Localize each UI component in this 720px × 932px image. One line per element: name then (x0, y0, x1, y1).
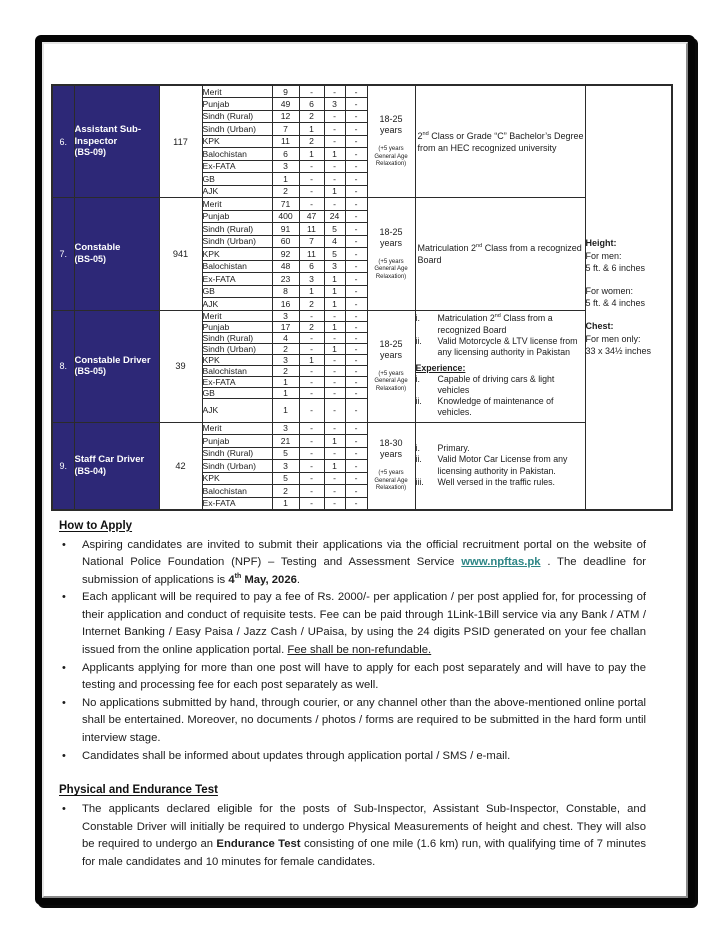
quota-value-cell: 1 (299, 354, 324, 365)
height-men-value: 5 ft. & 6 inches (585, 262, 646, 273)
quota-value-cell: 7 (299, 235, 324, 248)
qualification-item: ii. Valid Motor Car License from any licensing authority in Pakistan. (415, 454, 568, 476)
quota-region-cell: KPK (202, 354, 272, 365)
quota-value-cell: - (345, 447, 367, 460)
quota-value-cell: 6 (272, 148, 299, 161)
bullet-item (59, 589, 646, 659)
quota-region-cell: Merit (202, 85, 272, 98)
bullet-text: No applications submitted by hand, through courier, or any channel other than the above-mentioned online portal shall be entertained. Moreover, no documents / photos / forms are required to be submitted in the hard form until interview stage. (82, 696, 646, 745)
quota-value-cell: - (345, 223, 367, 236)
qualification-cell (415, 310, 585, 422)
quota-region-cell: Balochistan (202, 148, 272, 161)
bullet-item (59, 537, 646, 590)
quota-value-cell: 1 (324, 148, 345, 161)
bullet-text: Applicants applying for more than one post will have to apply for each post separately and will have to pay the testing and processing fee for each post separately as well. (82, 661, 646, 692)
quota-value-cell: - (324, 422, 345, 435)
quota-value-cell: - (324, 398, 345, 422)
how-to-apply-list (59, 537, 646, 766)
quota-value-cell: 4 (272, 332, 299, 343)
quota-value-cell: - (299, 332, 324, 343)
serial-number-cell: 9. (52, 422, 74, 510)
quota-value-cell: - (299, 198, 324, 211)
quota-value-cell: 2 (299, 321, 324, 332)
npftas-link[interactable]: www.npftas.pk (461, 556, 541, 569)
post-name-cell (74, 310, 159, 422)
quota-region-cell: Punjab (202, 210, 272, 223)
quota-region-cell: GB (202, 387, 272, 398)
bullet-item (59, 660, 646, 695)
qualification-text: Matriculation 2nd Class from a recognized Board (417, 242, 582, 265)
quota-value-cell: - (345, 485, 367, 498)
quota-value-cell: - (345, 497, 367, 510)
quota-value-cell: - (345, 343, 367, 354)
bullet-text: Candidates shall be informed about updates through application portal / SMS / e-mail. (82, 749, 511, 762)
post-name-cell (74, 422, 159, 510)
age-limit-cell (367, 198, 415, 311)
quota-value-cell: 23 (272, 273, 299, 286)
quota-value-cell: - (324, 387, 345, 398)
quota-value-cell: - (299, 435, 324, 448)
recruitment-table (51, 84, 673, 511)
quota-value-cell: 3 (272, 460, 299, 473)
qualification-cell (415, 422, 585, 510)
quota-value-cell: - (345, 422, 367, 435)
quota-value-cell: - (299, 460, 324, 473)
quota-value-cell: - (324, 310, 345, 321)
experience-label: Experience: (415, 362, 466, 373)
quota-region-cell: Punjab (202, 321, 272, 332)
quota-value-cell: 1 (324, 435, 345, 448)
quota-value-cell: 2 (272, 343, 299, 354)
post-name: Constable (74, 242, 121, 254)
total-posts-cell: 941 (159, 198, 202, 311)
quota-value-cell: 3 (272, 160, 299, 173)
quota-value-cell: - (345, 298, 367, 311)
quota-value-cell: 2 (272, 485, 299, 498)
quota-value-cell: 48 (272, 260, 299, 273)
quota-region-cell: Ex-FATA (202, 273, 272, 286)
quota-value-cell: - (345, 435, 367, 448)
quota-value-cell: 1 (272, 398, 299, 422)
qualification-item: i. Primary. (415, 442, 470, 453)
quota-region-cell: Balochistan (202, 260, 272, 273)
chest-label: Chest: (585, 321, 614, 332)
quota-value-cell: 2 (272, 365, 299, 376)
quota-value-cell: - (299, 85, 324, 98)
quota-row (52, 422, 672, 435)
quota-value-cell: - (324, 354, 345, 365)
quota-value-cell: - (345, 310, 367, 321)
quota-value-cell: - (345, 248, 367, 261)
qualification-item: ii. Valid Motorcycle & LTV license from any licensing authority in Pakistan (415, 335, 578, 358)
quota-value-cell: - (345, 235, 367, 248)
quota-value-cell: - (324, 110, 345, 123)
quota-value-cell: 1 (324, 460, 345, 473)
quota-region-cell: KPK (202, 248, 272, 261)
quota-region-cell: Merit (202, 198, 272, 211)
quota-value-cell: 12 (272, 110, 299, 123)
quota-value-cell: 1 (324, 298, 345, 311)
height-women-value: 5 ft. & 4 inches (585, 298, 646, 309)
quota-value-cell: - (324, 376, 345, 387)
quota-value-cell: 6 (299, 98, 324, 111)
quota-value-cell: 3 (272, 422, 299, 435)
quota-value-cell: - (345, 160, 367, 173)
quota-value-cell: 5 (272, 472, 299, 485)
bullet-dot: • (62, 803, 66, 816)
qualification-cell (415, 198, 585, 311)
quota-region-cell: Sindh (Urban) (202, 123, 272, 136)
quota-region-cell: Punjab (202, 435, 272, 448)
quota-value-cell: - (345, 110, 367, 123)
age-range: 18-30 years (379, 438, 403, 460)
quota-value-cell: - (324, 365, 345, 376)
quota-value-cell: 3 (272, 354, 299, 365)
age-relaxation-note: (+5 years General Age Relaxation) (374, 470, 408, 492)
quota-value-cell: 9 (272, 85, 299, 98)
height-women-label: For women: (585, 286, 634, 297)
quota-value-cell: 1 (324, 285, 345, 298)
quota-value-cell: - (345, 98, 367, 111)
quota-value-cell: - (299, 398, 324, 422)
quota-value-cell: 11 (299, 223, 324, 236)
quota-value-cell: - (299, 485, 324, 498)
bullet-text: Aspiring candidates are invited to submit their applications via the official recruitment portal on the website of National Police Foundation (NPF) – Testing and Assessment Service www.npftas.pk . The deadline for submission of applications is 4th May, 2026. (82, 538, 646, 586)
quota-region-cell: Sindh (Urban) (202, 235, 272, 248)
bullet-text: The applicants declared eligible for the posts of Sub-Inspector, Assistant Sub-Inspector, Constable, and Constable Driver will initially be required to undergo Physical Measurements of height and chest. They will also be required to undergo an Endurance Test consisting of one mile (1.6 km) run, with qualifying time of 7 minutes for male candidates and 10 minutes for female candidates. (82, 803, 647, 868)
experience-item: i. Capable of driving cars & light vehicles (415, 373, 555, 395)
quota-value-cell: - (299, 173, 324, 186)
bullet-dot: • (62, 591, 66, 604)
age-range: 18-25 years (379, 338, 403, 360)
bullet-dot: • (62, 661, 66, 674)
quota-value-cell: - (324, 123, 345, 136)
post-scale: (BS-04) (74, 465, 107, 476)
quota-region-cell: Ex-FATA (202, 376, 272, 387)
quota-value-cell: - (345, 198, 367, 211)
quota-value-cell: 1 (272, 173, 299, 186)
age-relaxation-note: (+5 years General Age Relaxation) (374, 258, 408, 280)
quota-value-cell: - (324, 198, 345, 211)
quota-value-cell: 5 (324, 223, 345, 236)
experience-item: ii. Knowledge of maintenance of vehicles. (415, 396, 554, 418)
quota-region-cell: Merit (202, 422, 272, 435)
quota-value-cell: - (345, 123, 367, 136)
quota-region-cell: Sindh (Rural) (202, 110, 272, 123)
quota-value-cell: 1 (299, 285, 324, 298)
bullet-item (59, 748, 646, 766)
quota-row (52, 310, 672, 321)
quota-region-cell: Sindh (Rural) (202, 447, 272, 460)
bullet-dot: • (62, 538, 66, 551)
document-body (44, 511, 686, 872)
post-scale: (BS-09) (74, 147, 107, 158)
quota-value-cell: - (324, 497, 345, 510)
post-scale: (BS-05) (74, 366, 107, 376)
quota-value-cell: - (299, 447, 324, 460)
quota-value-cell: 1 (272, 376, 299, 387)
post-scale: (BS-05) (74, 253, 107, 264)
quota-value-cell: - (345, 387, 367, 398)
quota-value-cell: - (345, 148, 367, 161)
age-range: 18-25 years (379, 114, 403, 136)
quota-value-cell: - (299, 160, 324, 173)
quota-value-cell: - (324, 472, 345, 485)
quota-region-cell: GB (202, 173, 272, 186)
quota-value-cell: 2 (272, 185, 299, 198)
total-posts-cell: 39 (159, 310, 202, 422)
quota-value-cell: - (345, 332, 367, 343)
height-label: Height: (585, 238, 617, 249)
age-range: 18-25 years (379, 226, 403, 248)
post-name: Constable Driver (74, 354, 151, 366)
quota-value-cell: 11 (272, 135, 299, 148)
chest-men-label: For men only: (585, 333, 641, 344)
bullet-item (59, 695, 646, 748)
physical-test-heading: Physical and Endurance Test (59, 784, 218, 797)
bullet-text: Each applicant will be required to pay a fee of Rs. 2000/- per application / per post applied for, for processing of their application and conduct of requisite tests. Fee can be paid through 1Link-1Bill service via any Bank / ATM / Internet Banking / Easy Paisa / Jazz Cash / UPaisa, by using the 24 digits PSID generated on your fee challan issued from the online application portal. Fee shall be non-refundable. (82, 591, 646, 657)
quota-value-cell: - (345, 210, 367, 223)
document-page (42, 42, 688, 898)
quota-value-cell: - (345, 185, 367, 198)
quota-value-cell: 1 (272, 387, 299, 398)
quota-value-cell: - (324, 332, 345, 343)
quota-region-cell: Sindh (Rural) (202, 223, 272, 236)
qualification-item: iii. Well versed in the traffic rules. (415, 476, 556, 487)
quota-value-cell: 49 (272, 98, 299, 111)
physical-standards-cell (585, 85, 672, 510)
quota-value-cell: - (345, 285, 367, 298)
quota-value-cell: 1 (299, 148, 324, 161)
qualification-cell (415, 85, 585, 198)
quota-value-cell: - (345, 472, 367, 485)
serial-number-cell: 6. (52, 85, 74, 198)
quota-value-cell: 7 (272, 123, 299, 136)
quota-value-cell: 24 (324, 210, 345, 223)
quota-value-cell: 1 (299, 123, 324, 136)
quota-region-cell: Balochistan (202, 365, 272, 376)
quota-value-cell: 2 (299, 110, 324, 123)
quota-value-cell: 21 (272, 435, 299, 448)
qualification-item: i. Matriculation 2nd Class from a recognized Board (415, 313, 553, 335)
qualification-text: 2nd Class or Grade “C” Bachelor’s Degree from an HEC recognized university (417, 130, 584, 153)
quota-value-cell: - (345, 460, 367, 473)
post-name: Assistant Sub-Inspector (74, 124, 142, 147)
post-name-cell (74, 198, 159, 311)
quota-value-cell: 1 (324, 273, 345, 286)
physical-standards (586, 237, 672, 357)
quota-value-cell: - (299, 365, 324, 376)
quota-region-cell: AJK (202, 185, 272, 198)
quota-region-cell: Sindh (Urban) (202, 460, 272, 473)
age-relaxation-note: (+5 years General Age Relaxation) (374, 146, 408, 168)
quota-region-cell: GB (202, 285, 272, 298)
quota-value-cell: 71 (272, 198, 299, 211)
serial-number-cell: 7. (52, 198, 74, 311)
quota-value-cell: 60 (272, 235, 299, 248)
quota-region-cell: KPK (202, 135, 272, 148)
quota-region-cell: Sindh (Urban) (202, 343, 272, 354)
quota-value-cell: 1 (324, 321, 345, 332)
quota-value-cell: - (345, 85, 367, 98)
quota-value-cell: 5 (324, 248, 345, 261)
quota-value-cell: - (299, 343, 324, 354)
quota-region-cell: AJK (202, 298, 272, 311)
quota-value-cell: - (345, 376, 367, 387)
post-name-cell (74, 85, 159, 198)
quota-value-cell: - (324, 135, 345, 148)
height-men-label: For men: (585, 250, 622, 261)
chest-men-value: 33 x 34½ inches (585, 345, 652, 356)
quota-value-cell: 91 (272, 223, 299, 236)
total-posts-cell: 117 (159, 85, 202, 198)
age-limit-cell (367, 422, 415, 510)
quota-region-cell: KPK (202, 472, 272, 485)
quota-value-cell: 3 (324, 98, 345, 111)
post-name: Staff Car Driver (74, 454, 145, 465)
quota-value-cell: 16 (272, 298, 299, 311)
age-limit-cell (367, 85, 415, 198)
quota-value-cell: - (345, 273, 367, 286)
quota-value-cell: - (345, 398, 367, 422)
quota-value-cell: 5 (272, 447, 299, 460)
quota-value-cell: - (324, 447, 345, 460)
quota-value-cell: 11 (299, 248, 324, 261)
quota-value-cell: 4 (324, 235, 345, 248)
quota-region-cell: AJK (202, 398, 272, 422)
quota-region-cell: Balochistan (202, 485, 272, 498)
quota-value-cell: 1 (324, 185, 345, 198)
quota-row (52, 85, 672, 98)
quota-value-cell: 2 (299, 298, 324, 311)
quota-value-cell: - (345, 260, 367, 273)
quota-value-cell: - (345, 354, 367, 365)
how-to-apply-heading: How to Apply (59, 519, 133, 532)
bullet-dot: • (62, 749, 66, 762)
quota-region-cell: Sindh (Rural) (202, 332, 272, 343)
quota-value-cell: 47 (299, 210, 324, 223)
quota-value-cell: 92 (272, 248, 299, 261)
quota-region-cell: Ex-FATA (202, 497, 272, 510)
posts-table-body (52, 85, 672, 510)
quota-value-cell: - (324, 485, 345, 498)
quota-region-cell: Ex-FATA (202, 160, 272, 173)
quota-value-cell: 3 (299, 273, 324, 286)
quota-value-cell: - (345, 135, 367, 148)
quota-value-cell: 8 (272, 285, 299, 298)
quota-value-cell: - (299, 310, 324, 321)
page-frame (35, 35, 695, 905)
quota-row (52, 198, 672, 211)
quota-value-cell: - (345, 173, 367, 186)
serial-number-cell: 8. (52, 310, 74, 422)
quota-value-cell: 2 (299, 135, 324, 148)
quota-value-cell: 17 (272, 321, 299, 332)
quota-value-cell: - (299, 472, 324, 485)
quota-value-cell: - (299, 185, 324, 198)
quota-value-cell: 3 (272, 310, 299, 321)
quota-region-cell: Merit (202, 310, 272, 321)
quota-region-cell: Punjab (202, 98, 272, 111)
quota-value-cell: 6 (299, 260, 324, 273)
age-limit-cell (367, 310, 415, 422)
quota-value-cell: - (299, 422, 324, 435)
quota-value-cell: - (324, 85, 345, 98)
quota-value-cell: - (324, 173, 345, 186)
total-posts-cell: 42 (159, 422, 202, 510)
quota-value-cell: 3 (324, 260, 345, 273)
quota-value-cell: - (345, 365, 367, 376)
quota-value-cell: - (324, 160, 345, 173)
quota-value-cell: 1 (324, 343, 345, 354)
age-relaxation-note: (+5 years General Age Relaxation) (374, 370, 408, 392)
quota-value-cell: - (299, 387, 324, 398)
quota-value-cell: - (345, 321, 367, 332)
bullet-dot: • (62, 696, 66, 709)
quota-value-cell: - (299, 497, 324, 510)
quota-value-cell: 400 (272, 210, 299, 223)
bullet-item (59, 801, 646, 871)
quota-value-cell: 1 (272, 497, 299, 510)
physical-test-list (59, 801, 646, 871)
quota-value-cell: - (299, 376, 324, 387)
